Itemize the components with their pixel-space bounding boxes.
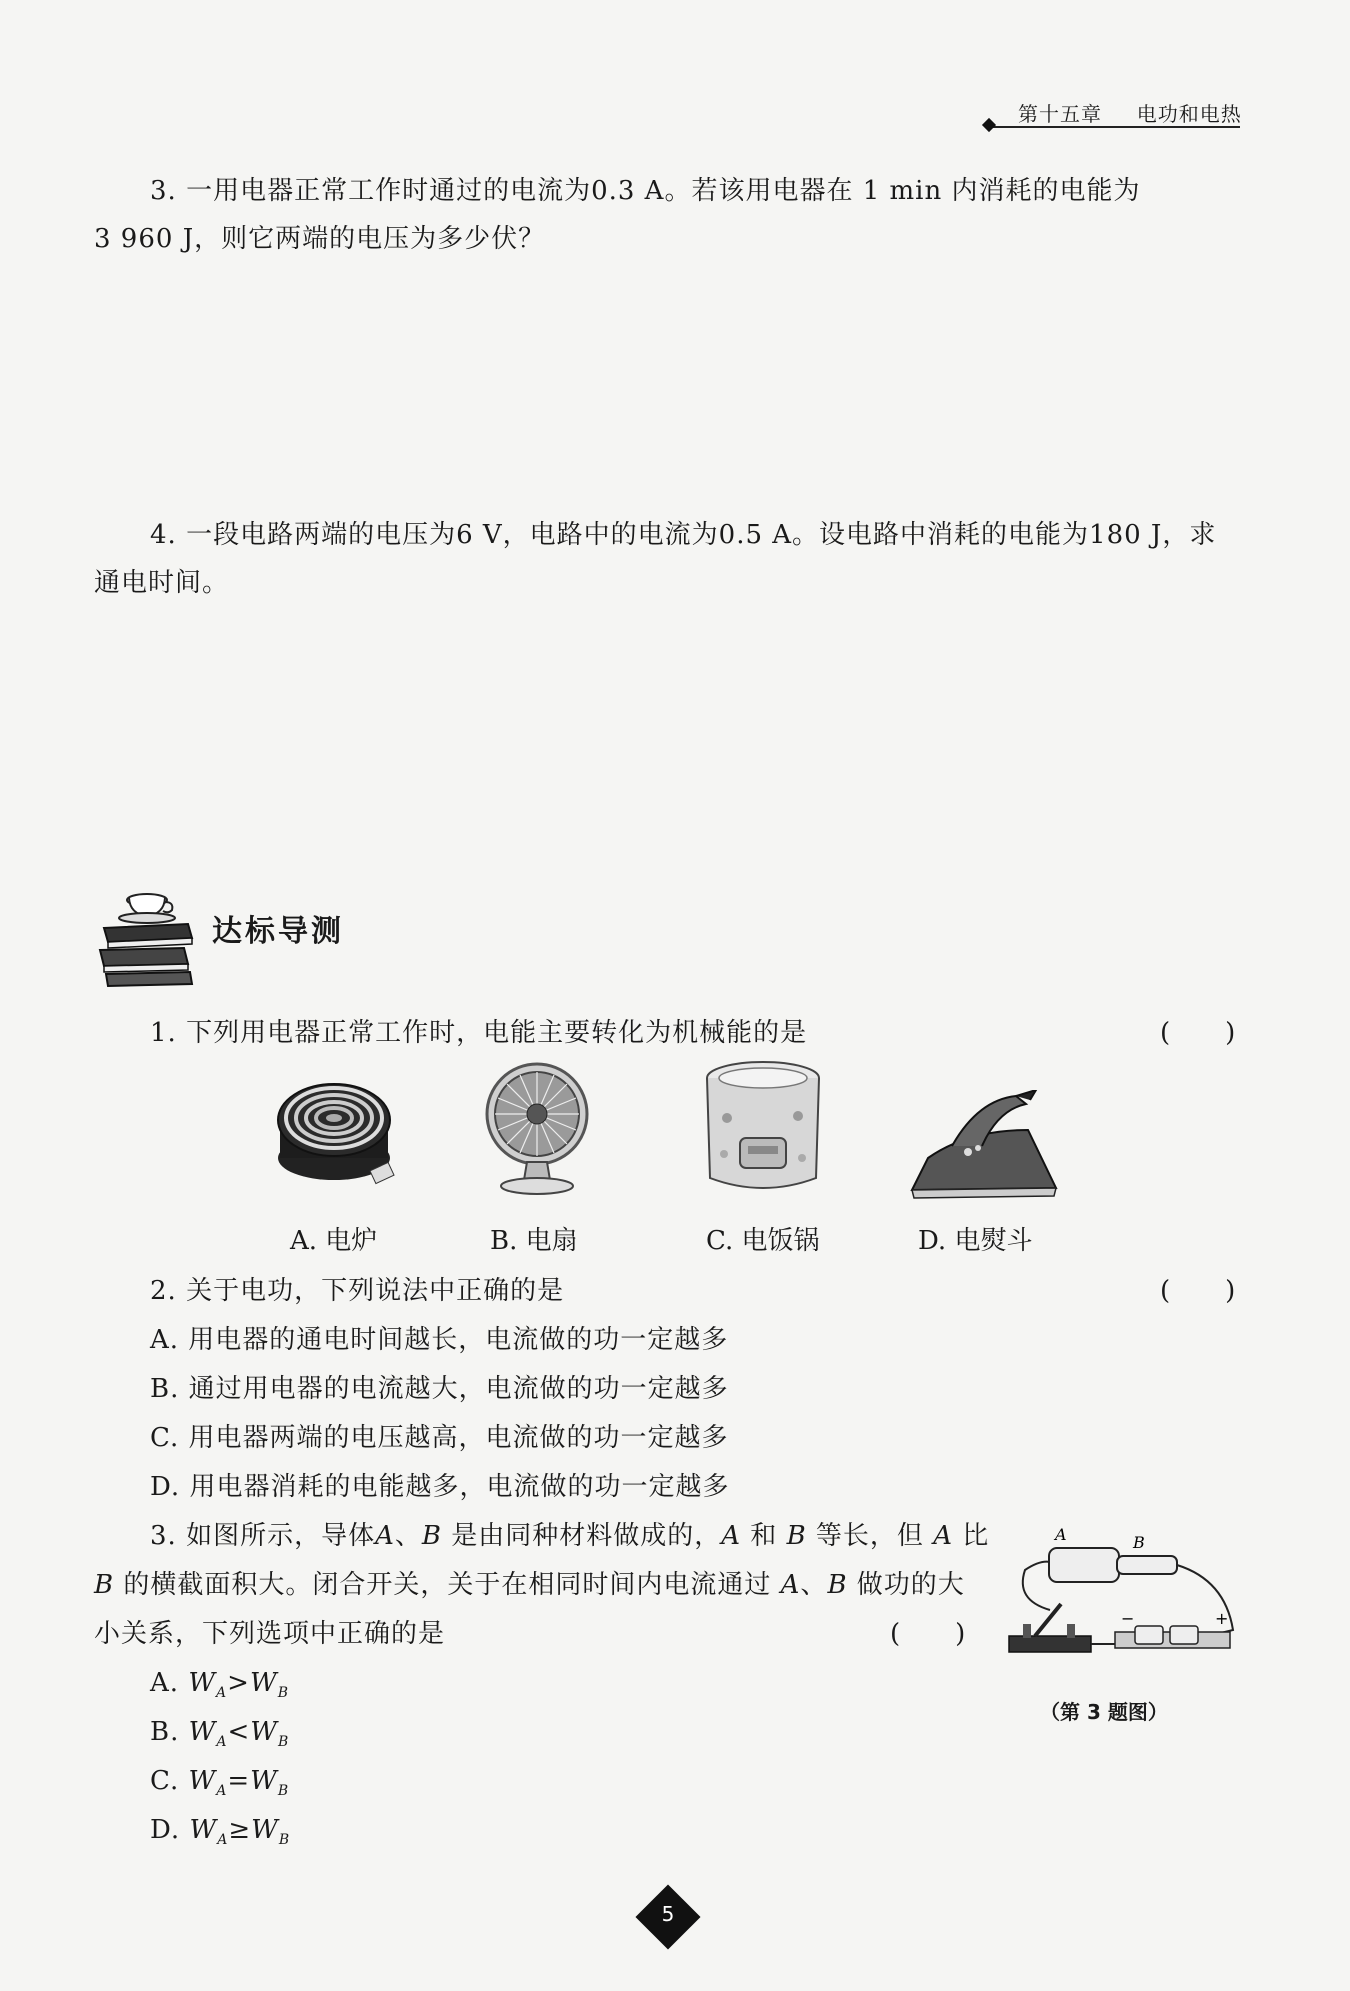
q3-stem-line-1: 3. 如图所示，导体A、B 是由同种材料做成的，A 和 B 等长，但 A 比 <box>150 1521 990 1551</box>
battery-cell-2 <box>1170 1626 1198 1644</box>
q3-option-b: B. $W_A<W_B$ <box>150 1717 290 1751</box>
electric-fan-icon <box>482 1062 592 1197</box>
q3-answer-bracket: ( ) <box>890 1619 967 1649</box>
figure-minus-label: − <box>1121 1609 1135 1628</box>
figure-caption: （第 3 题图） <box>1040 1700 1168 1724</box>
electric-iron-icon <box>908 1090 1058 1202</box>
battery-cell-1 <box>1135 1626 1163 1644</box>
conductor-a <box>1049 1548 1119 1582</box>
q1-stem: 1. 下列用电器正常工作时，电能主要转化为机械能的是 <box>150 1018 808 1048</box>
rice-cooker-icon <box>702 1058 824 1198</box>
chapter-number: 第十五章 <box>1018 102 1102 126</box>
q2-option-b: B. 通过用电器的电流越大，电流做的功一定越多 <box>150 1374 729 1404</box>
page-number: 5 <box>661 1902 675 1926</box>
exercise-3-line-2: 3 960 J，则它两端的电压为多少伏？ <box>94 224 546 254</box>
q3-option-a: A. $W_A>W_B$ <box>150 1668 289 1702</box>
q1-option-b: B. 电扇 <box>490 1226 578 1256</box>
q3-option-d: D. $W_A\ge W_B$ <box>150 1815 291 1849</box>
q2-option-c: C. 用电器两端的电压越高，电流做的功一定越多 <box>150 1423 729 1453</box>
conductor-b <box>1117 1556 1177 1574</box>
q3-stem-line-3: 小关系，下列选项中正确的是 <box>94 1619 446 1649</box>
q3-option-c: C. $W_A=W_B$ <box>150 1766 290 1800</box>
circuit-wire-left <box>1023 1562 1050 1610</box>
q2-stem: 2. 关于电功，下列说法中正确的是 <box>150 1276 565 1306</box>
q1-option-c: C. 电饭锅 <box>706 1226 820 1256</box>
exercise-4-line-1: 4. 一段电路两端的电压为6 V，电路中的电流为0.5 A。设电路中消耗的电能为180 J，求 <box>150 520 1217 550</box>
q3-stem-line-2: B 的横截面积大。闭合开关，关于在相同时间内电流通过 A、B 做功的大 <box>94 1570 965 1600</box>
figure-plus-label: + <box>1215 1609 1229 1628</box>
q1-answer-bracket: ( ) <box>1160 1018 1237 1048</box>
header-diamond-icon <box>982 118 996 132</box>
electric-stove-icon <box>272 1070 402 1195</box>
chapter-header <box>1018 98 1242 127</box>
chapter-title: 电功和电热 <box>1136 102 1242 126</box>
exercise-4-line-2: 通电时间。 <box>94 568 230 598</box>
q3-circuit-figure <box>1005 1520 1245 1670</box>
q1-option-d: D. 电熨斗 <box>918 1226 1033 1256</box>
q2-option-a: A. 用电器的通电时间越长，电流做的功一定越多 <box>150 1325 729 1355</box>
q2-option-d: D. 用电器消耗的电能越多，电流做的功一定越多 <box>150 1472 730 1502</box>
exercise-3-line-1: 3. 一用电器正常工作时通过的电流为0.3 A。若该用电器在 1 min 内消耗的电能为 <box>150 176 1141 206</box>
q2-answer-bracket: ( ) <box>1160 1276 1237 1306</box>
switch-base <box>1009 1636 1091 1652</box>
q1-option-a: A. 电炉 <box>290 1226 378 1256</box>
header-rule <box>990 126 1240 128</box>
figure-label-b: B <box>1133 1533 1145 1552</box>
figure-label-a: A <box>1055 1525 1067 1544</box>
books-teacup-icon <box>92 880 202 990</box>
section-title: 达标导测 <box>212 914 344 949</box>
